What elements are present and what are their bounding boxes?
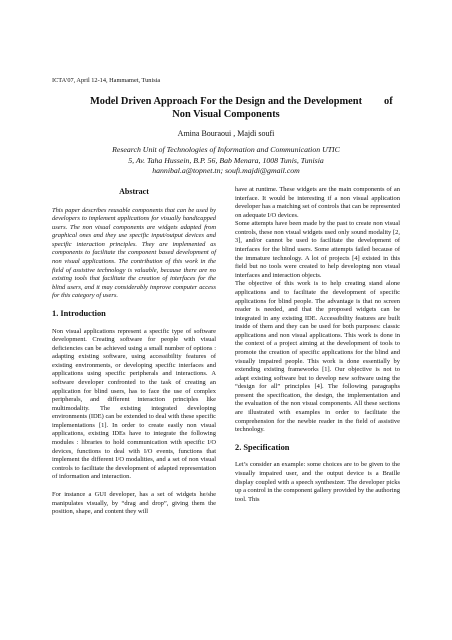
right-paragraph-3: The objective of this work is to help creating stand alone applications and to facilitate the development of specific applications for blind people. The advantage is that no screen reader is needed, and that the proposed widgets can be integrated in any existing IDE. Accessibility features are built inside of them and they can be used for both purposes: classic applications and non visual applications. This work is done in the context of a project aiming at the development of tools to promote the creation of specific applications for the blind and visually impaired people. This work is done essentially by extending existing frameworks [1]. Our objective is not to adapt existing software but to develop new software using the “design for all” principles [4]. The following paragraphs present the specification, the design, the implementation and the evaluation of the non visual components. All these sections are illustrated with examples in order to facilitate the comprehension for the newbie reader in the field of assistive technology. (235, 280, 400, 434)
paper-title (40, 95, 412, 121)
specification-heading: 2. Specification (235, 442, 290, 452)
affiliation-emails: hannibal.a@topnet.tn; soufi.majdi@gmail.com (152, 166, 300, 175)
affiliation-line-1: Research Unit of Technologies of Information and Communication UTIC (112, 145, 340, 154)
left-column (52, 188, 216, 517)
specification-paragraph-1: Let’s consider an example: some choices are to be given to the visually impaired user, and the output device is a Braille display coupled with a speech synthesizer. The developer picks up a control in the component gallery provided by the authoring tool. This (235, 461, 400, 503)
right-column (235, 186, 400, 504)
authors: Amina Bouraoui , Majdi soufi (177, 129, 275, 138)
title-of: of (384, 96, 393, 107)
right-paragraph-1: have at runtime. These widgets are the main components of an interface. It would be interesting if a non visual application developer has a matching set of controls that can be represented on adequate I/O devices. (235, 186, 400, 219)
affiliation-line-2: 5, Av. Taha Hussein, B.P. 56, Bab Menara, 1008 Tunis, Tunisia (128, 155, 324, 165)
title-line-1: Model Driven Approach For the Design and the Development (89, 96, 363, 107)
abstract-text: This paper describes reusable components that can be used by developers to implement applications for visually handicapped users. The non visual components are widgets adapted from graphical ones and they use specific input/output devices and specific interaction principles. They are implemented as components to facilitate the component based development of non visual applications. The contribution of this work in the field of assistive technology is valuable, because there are no existing tools that facilitate the creation of interfaces for the blind users, and it may considerably improve computer access for this category of users. (52, 206, 216, 300)
introduction-heading: 1. Introduction (52, 308, 106, 318)
conference-header: ICTA'07, April 12-14, Hammamet, Tunisia (52, 77, 161, 84)
introduction-paragraph-2: For instance a GUI developer, has a set of widgets he/she manipulates visually, by “drag and drop”, giving them the position, shape, and content they will (52, 490, 216, 516)
affiliation (40, 145, 412, 177)
right-paragraph-2: Some attempts have been made by the past to create non visual controls, these non visual widgets used only sound modality [2, 3], and/or cannot be used to facilitate the development of interfaces for the blind users. Some attempts failed because of the immature technology. A lot of projects [4] existed in this field but no tools were created to help developing non visual interfaces and interaction objects. (235, 220, 400, 279)
abstract-heading: Abstract (119, 187, 149, 196)
title-line-2: Non Visual Components (172, 109, 280, 120)
introduction-paragraph-1: Non visual applications represent a specific type of software development. Creating software for people with visual deficiencies can be achieved using a small number of options : adapting existing software, using accessibility features of existing environments, or developing specific interfaces and applications using specific peripherals and interactions. A software developer confronted to the task of creating an application for blind users, has to face the use of complex peripherals, and different interaction principles like multimodality. The existing integrated developing environments (IDE) can be extended to deal with these specific implementations [1]. In order to create easily non visual applications, existing IDEs have to integrate the following modules : libraries to hold communication with specific I/O devices, functions to deal with I/O events, functions that implement the different I/O modalities, and a set of non visual controls to facilitate the development of adapted representation of information and interaction. (52, 327, 216, 481)
